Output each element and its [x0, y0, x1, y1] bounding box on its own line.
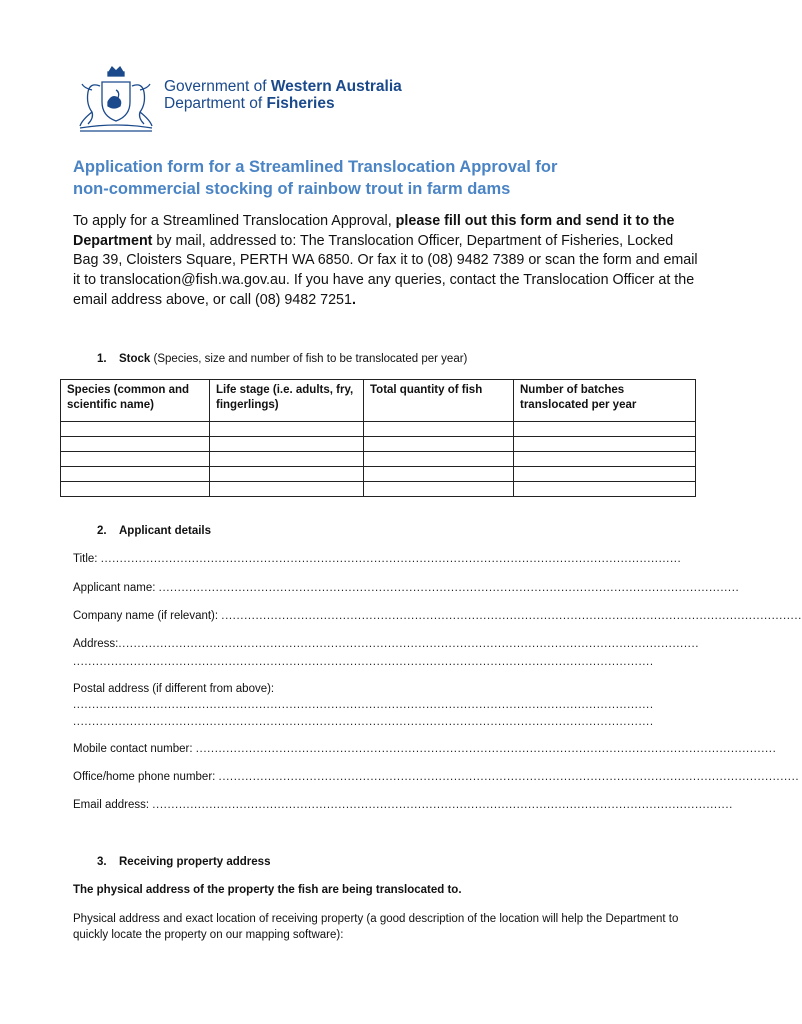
table-row	[61, 467, 696, 482]
table-row	[61, 482, 696, 497]
form-title	[73, 156, 693, 200]
table-cell[interactable]	[61, 422, 210, 437]
table-cell[interactable]	[514, 467, 696, 482]
section-3-heading: 3. Receiving property address	[97, 856, 271, 868]
table-cell[interactable]	[364, 422, 514, 437]
company-name-field[interactable]: Company name (if relevant): .........................................................................................................................................................	[73, 610, 802, 622]
address-continuation-line[interactable]: .........................................................................................................................................................	[73, 656, 654, 668]
email-address-field[interactable]: Email address: .........................................................................................................................................................	[73, 799, 733, 811]
applicant-name-field[interactable]: Applicant name: .........................................................................................................................................................	[73, 582, 740, 594]
address-field[interactable]: Address:.........................................................................................................................................................	[73, 638, 700, 650]
table-cell[interactable]	[514, 437, 696, 452]
form-title-line-1: Application form for a Streamlined Translocation Approval for	[73, 158, 558, 176]
table-cell[interactable]	[514, 422, 696, 437]
department-name: Department of Fisheries	[164, 95, 335, 112]
table-cell[interactable]	[210, 452, 364, 467]
table-cell[interactable]	[210, 482, 364, 497]
table-header-row	[61, 380, 696, 422]
table-cell[interactable]	[61, 437, 210, 452]
column-header-life-stage: Life stage (i.e. adults, fry, fingerlings)	[210, 380, 364, 422]
property-address-instruction: The physical address of the property the fish are being translocated to.	[73, 884, 462, 896]
form-title-line-2: non-commercial stocking of rainbow trout in farm dams	[73, 180, 511, 198]
column-header-species: Species (common and scientific name)	[61, 380, 210, 422]
table-cell[interactable]	[514, 452, 696, 467]
table-cell[interactable]	[210, 467, 364, 482]
postal-address-line-2[interactable]: .........................................................................................................................................................	[73, 716, 654, 728]
table-cell[interactable]	[364, 437, 514, 452]
table-cell[interactable]	[514, 482, 696, 497]
column-header-quantity: Total quantity of fish	[364, 380, 514, 422]
government-name: Government of Western Australia	[164, 78, 402, 95]
table-row	[61, 437, 696, 452]
table-cell[interactable]	[364, 482, 514, 497]
table-cell[interactable]	[61, 467, 210, 482]
table-cell[interactable]	[61, 452, 210, 467]
table-cell[interactable]	[364, 467, 514, 482]
postal-address-label: Postal address (if different from above):	[73, 683, 275, 695]
table-cell[interactable]	[210, 437, 364, 452]
wa-coat-of-arms-icon	[74, 66, 158, 132]
table-row	[61, 422, 696, 437]
intro-paragraph: To apply for a Streamlined Translocation Approval, please fill out this form and send it to the Department by mail, addressed to: The Translocation Officer, Department of Fisheries, Locked Bag 39, Cloisters Square, PERTH WA 6850. Or fax it to (08) 9482 7389 or scan the form and email it to translocation@fish.wa.gov.au. If you have any queries, contact the Translocation Officer at the email address above, or call (08) 9482 7251.	[73, 213, 698, 308]
table-cell[interactable]	[364, 452, 514, 467]
table-row	[61, 452, 696, 467]
title-field[interactable]: Title: .........................................................................................................................................................	[73, 553, 682, 565]
table-cell[interactable]	[61, 482, 210, 497]
postal-address-line-1[interactable]: .........................................................................................................................................................	[73, 699, 654, 711]
mobile-number-field[interactable]: Mobile contact number: .........................................................................................................................................................	[73, 743, 777, 755]
stock-table	[60, 379, 696, 497]
section-1-heading: 1. Stock (Species, size and number of fish to be translocated per year)	[97, 353, 468, 365]
section-2-heading: 2. Applicant details	[97, 525, 212, 537]
table-cell[interactable]	[210, 422, 364, 437]
column-header-batches: Number of batches translocated per year	[514, 380, 696, 422]
property-location-description: Physical address and exact location of receiving property (a good description of the location will help the Department to quickly locate the property on our mapping software):	[73, 913, 679, 941]
phone-number-field[interactable]: Office/home phone number: .........................................................................................................................................................	[73, 771, 800, 783]
